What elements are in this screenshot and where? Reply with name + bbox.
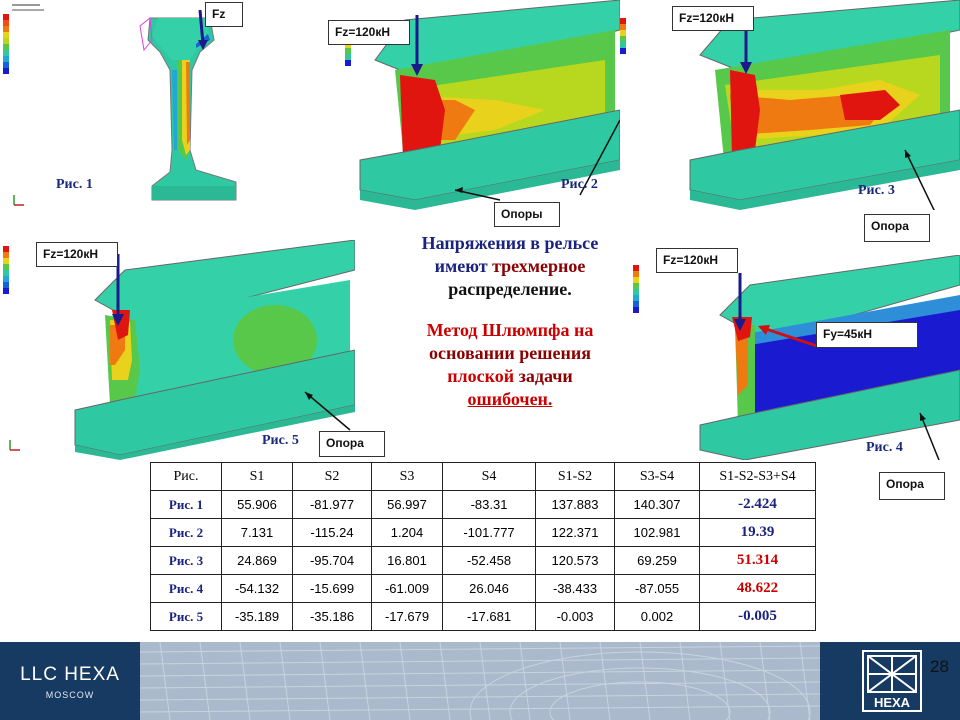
cell-s1-s2: 122.371 [536, 519, 615, 547]
brand-city: MOSCOW [45, 690, 95, 700]
cell-s1: 24.869 [222, 547, 293, 575]
cell-s2: -35.186 [293, 603, 372, 631]
fig4-label: Рис. 4 [866, 440, 903, 455]
logo-text: HEXA [873, 695, 911, 710]
cell-s1-s2: -38.433 [536, 575, 615, 603]
cell-s3-s4: -87.055 [615, 575, 700, 603]
cell-s3: -61.009 [372, 575, 443, 603]
table-header-cell: S4 [443, 463, 536, 491]
cell-s4: -17.681 [443, 603, 536, 631]
fig4-rail-3d [620, 255, 960, 460]
cell-s1: 7.131 [222, 519, 293, 547]
conclusion-line-2a: имеют [434, 256, 493, 276]
fig3-label: Рис. 3 [858, 183, 895, 198]
conclusion-line-1: Напряжения в рельсе [421, 233, 599, 253]
cell-s2: -95.704 [293, 547, 372, 575]
brand-name: LLC HEXA [20, 664, 120, 685]
fig1-force-callout: Fz [205, 2, 243, 27]
cell-sum: 48.622 [700, 575, 816, 603]
conclusion-line-7: ошибочен. [467, 389, 553, 409]
table-row [151, 519, 816, 547]
table-header-cell: S1-S2 [536, 463, 615, 491]
fig5-force-callout: Fz=120кН [36, 242, 118, 267]
conclusion-line-6a: плоской [447, 366, 515, 386]
fig1-color-legend [3, 5, 44, 74]
cell-s3: 56.997 [372, 491, 443, 519]
table-header-cell: S2 [293, 463, 372, 491]
fig5-color-legend [3, 246, 9, 294]
conclusion-line-4: Метод Шлюмпфа на [426, 320, 594, 340]
cell-s2: -15.699 [293, 575, 372, 603]
cell-sum: -2.424 [700, 491, 816, 519]
fig2-label: Рис. 2 [561, 177, 598, 192]
cell-s2: -81.977 [293, 491, 372, 519]
footer-bar [0, 642, 960, 720]
row-label: Рис. 5 [151, 603, 222, 631]
cell-s3-s4: 102.981 [615, 519, 700, 547]
cell-s1: -54.132 [222, 575, 293, 603]
fig3-force-callout: Fz=120кН [672, 6, 754, 31]
fig2-force-callout: Fz=120кН [328, 20, 410, 45]
cell-s1-s2: -0.003 [536, 603, 615, 631]
fig3-support-callout: Опора [864, 214, 930, 242]
table-row [151, 491, 816, 519]
fig2-supports-callout: Опоры [494, 202, 560, 227]
table-row [151, 603, 816, 631]
table-row [151, 547, 816, 575]
brand-panel [0, 642, 140, 720]
page-number: 28 [930, 657, 949, 676]
cell-s3-s4: 140.307 [615, 491, 700, 519]
cell-s1-s2: 120.573 [536, 547, 615, 575]
fig1-label: Рис. 1 [56, 177, 93, 192]
cell-s3: 16.801 [372, 547, 443, 575]
cell-s4: 26.046 [443, 575, 536, 603]
cell-s3: 1.204 [372, 519, 443, 547]
conclusion-line-5: основании решения [429, 343, 591, 363]
fig4-force-z-callout: Fz=120кН [656, 248, 738, 273]
stress-results-table [150, 462, 816, 631]
hexa-logo [862, 650, 922, 712]
fig4-support-callout: Опора [879, 472, 945, 500]
fig1-axes-triad [14, 195, 24, 205]
cell-sum: 51.314 [700, 547, 816, 575]
table-header-cell: S1-S2-S3+S4 [700, 463, 816, 491]
conclusion-line-2b: трехмерное [492, 256, 586, 276]
row-label: Рис. 4 [151, 575, 222, 603]
table-row [151, 575, 816, 603]
cell-s4: -101.777 [443, 519, 536, 547]
cell-s1-s2: 137.883 [536, 491, 615, 519]
footer-mesh-graphic [140, 642, 820, 720]
table-header-cell: Рис. [151, 463, 222, 491]
fig4-force-y-callout: Fy=45кН [816, 322, 918, 348]
fig1-rail-section [0, 0, 240, 230]
row-label: Рис. 2 [151, 519, 222, 547]
cell-s3: -17.679 [372, 603, 443, 631]
conclusion-text [385, 232, 635, 411]
row-label: Рис. 1 [151, 491, 222, 519]
cell-s1: -35.189 [222, 603, 293, 631]
cell-s4: -83.31 [443, 491, 536, 519]
conclusion-line-3: распределение. [448, 279, 572, 299]
fig5-rail-3d [0, 240, 355, 460]
cell-sum: -0.005 [700, 603, 816, 631]
cell-s3-s4: 0.002 [615, 603, 700, 631]
cell-sum: 19.39 [700, 519, 816, 547]
cell-s4: -52.458 [443, 547, 536, 575]
cell-s2: -115.24 [293, 519, 372, 547]
cell-s1: 55.906 [222, 491, 293, 519]
table-header-cell: S3 [372, 463, 443, 491]
row-label: Рис. 3 [151, 547, 222, 575]
fig3-rail-3d [620, 0, 960, 210]
conclusion-line-6b: задачи [514, 366, 573, 386]
table-header-cell: S1 [222, 463, 293, 491]
table-header-row [151, 463, 816, 491]
fig5-label: Рис. 5 [262, 433, 299, 448]
fig3-color-legend [620, 18, 626, 54]
fig5-support-callout: Опора [319, 431, 385, 457]
cell-s3-s4: 69.259 [615, 547, 700, 575]
table-header-cell: S3-S4 [615, 463, 700, 491]
